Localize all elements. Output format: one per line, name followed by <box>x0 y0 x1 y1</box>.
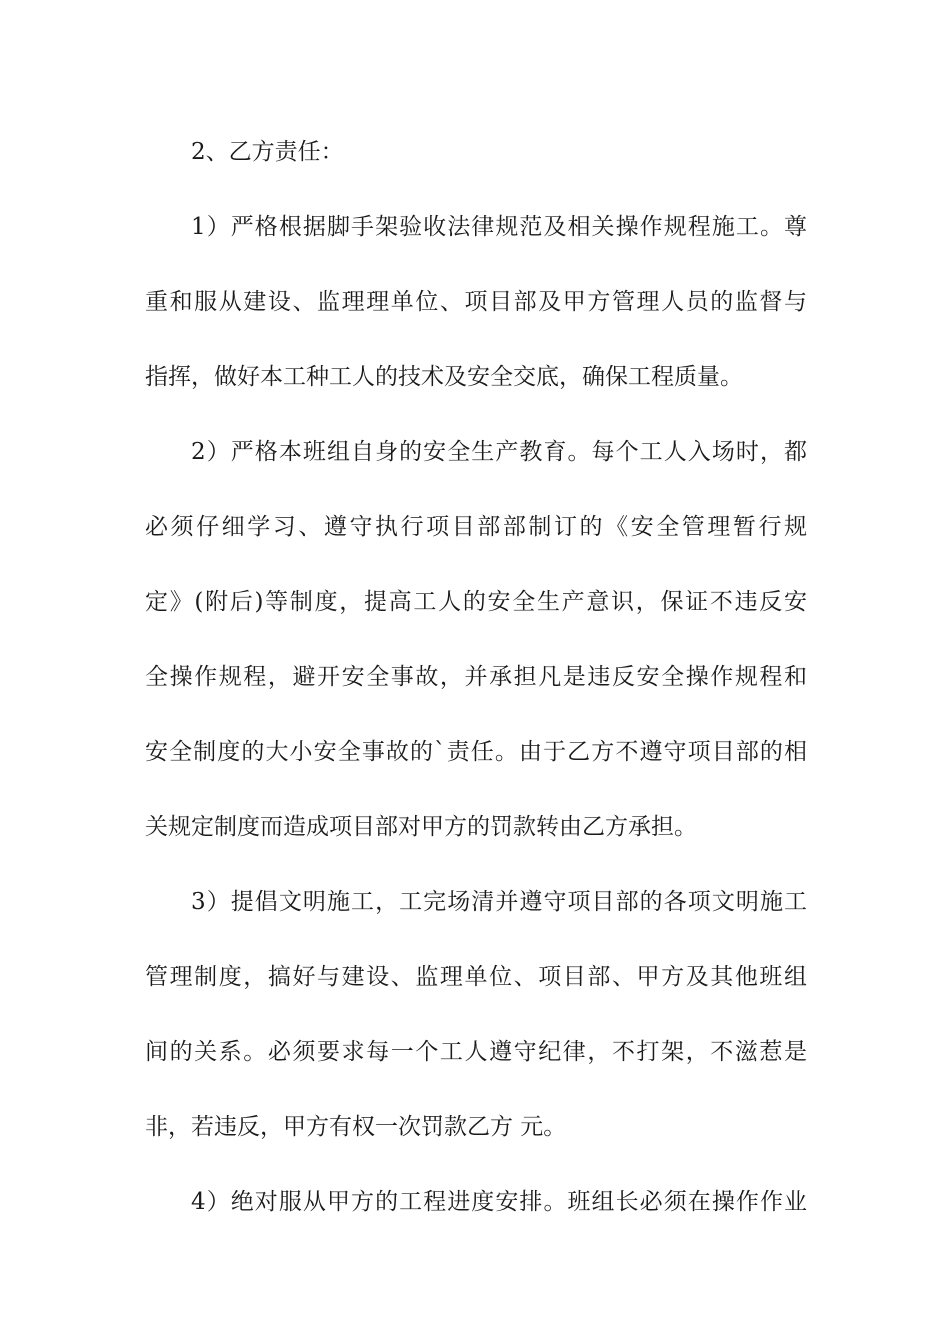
section-heading: 2、乙方责任： <box>191 139 344 165</box>
paragraph-line: 1）严格根据脚手架验收法律规范及相关操作规程施工。尊 <box>191 214 807 240</box>
paragraph-line: 定》(附后)等制度，提高工人的安全生产意识，保证不违反安 <box>145 589 807 615</box>
paragraph-line: 全操作规程，避开安全事故，并承担凡是违反安全操作规程和 <box>145 664 807 690</box>
paragraph-line: 管理制度，搞好与建设、监理单位、项目部、甲方及其他班组 <box>145 964 807 990</box>
paragraph-line: 3）提倡文明施工，工完场清并遵守项目部的各项文明施工 <box>191 889 807 915</box>
paragraph-line: 安全制度的大小安全事故的`责任。由于乙方不遵守项目部的相 <box>145 739 807 765</box>
paragraph-line: 指挥，做好本工种工人的技术及安全交底，确保工程质量。 <box>145 364 743 390</box>
paragraph-line: 重和服从建设、监理理单位、项目部及甲方管理人员的监督与 <box>145 289 807 315</box>
paragraph-line: 4）绝对服从甲方的工程进度安排。班组长必须在操作作业 <box>191 1189 807 1215</box>
paragraph-line: 间的关系。必须要求每一个工人遵守纪律，不打架，不滋惹是 <box>145 1039 807 1065</box>
paragraph-line: 非，若违反，甲方有权一次罚款乙方 元。 <box>145 1114 567 1140</box>
paragraph-line: 必须仔细学习、遵守执行项目部部制订的《安全管理暂行规 <box>145 514 807 540</box>
paragraph-line: 关规定制度而造成项目部对甲方的罚款转由乙方承担。 <box>145 814 697 840</box>
paragraph-line: 2）严格本班组自身的安全生产教育。每个工人入场时，都 <box>191 439 807 465</box>
